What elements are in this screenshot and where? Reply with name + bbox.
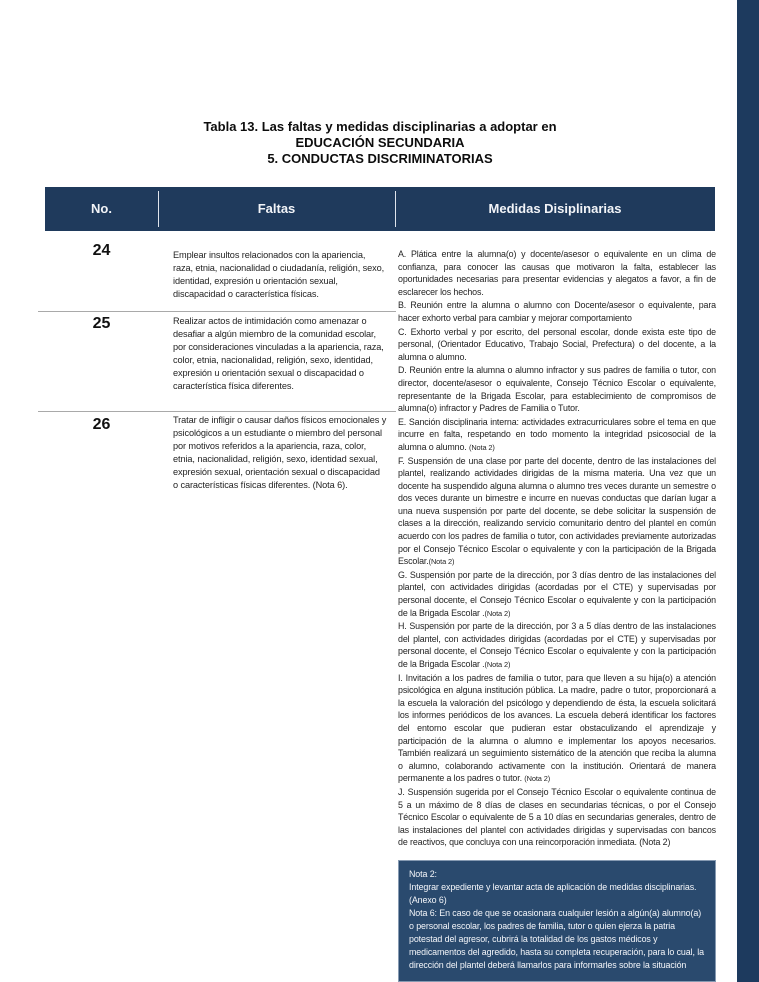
medida-item-e: E. Sanción disciplinaria interna: actividades extracurriculares sobre el tema en que incurre en falta, respetando en todo momento la integridad psicosocial de la alumna o alumno. (Nota 2) <box>398 416 716 452</box>
nota-ref: (Nota 2) <box>468 442 495 452</box>
row-number: 26 <box>92 416 111 433</box>
medida-item-d: D. Reunión entre la alumna o alumno infractor y sus padres de familia o tutor, con director, docente/asesor o equivalente, Consejo Técnico Escolar o equivalente, representante de la Brigada Escolar, para establecimiento de compromisos de alumna(o) infractor y Padres de Familia o Tutor. <box>398 365 716 414</box>
medida-item-i: I. Invitación a los padres de familia o tutor, para que lleven a su hija(o) a atención psicológica en alguna institución pública. La madre, padre o tutor, proporcionará a la escuela la valoración del psicólogo y dependiendo de ésta, la escuela solicitará los informes periódicos de los avances. La escuela deberá identificar los factores del entorno escolar que pudieran estar obstaculizando el aprendizaje y participación de la alumna o alumno e implementar los apoyos necesarios. También realizará un seguimiento sistemático de la atención que reciba la alumna o alumno, colaborando activamente con la institución. Orientará de manera permanente a los padres o tutor. (Nota 2) <box>398 672 716 784</box>
page-edge-band <box>737 0 759 982</box>
row-separator <box>38 411 396 412</box>
notes-box <box>398 860 716 982</box>
nota-ref: (Nota 2) <box>428 557 455 567</box>
falta-cell: Realizar actos de intimidación como amenazar o desafiar a algún miembro de la comunidad escolar, por consideraciones vinculadas a la apariencia, raza, color, etnia, nacionalidad, religión, sexo, identidad, expresión u orientación sexual o discapacidad o característica física diferentes. <box>173 316 384 391</box>
falta-cell: Tratar de infligir o causar daños físicos emocionales y psicológicos a un estudiante o miembro del personal por motivos referidos a la apariencia, raza, color, etnia, nacionalidad, religión, sexo, identidad sexual, expresión sexual, orientación sexual o discapacidad o características físicas diferentes. (Nota 6). <box>173 415 387 490</box>
medidas-column <box>398 248 716 982</box>
medida-item-h: H. Suspensión por parte de la dirección, por 3 a 5 días dentro de las instalaciones del plantel, con actividades dirigidas (acordadas por el CTE) y supervisadas por personal docente, el Consejo Técnico Escolar o equivalente y con la participación de la Brigada Escolar .(Nota 2) <box>398 621 716 669</box>
nota6-body: Nota 6: En caso de que se ocasionara cualquier lesión a algún(a) alumno(a) o personal escolar, los padres de familia, tutor o quien ejerza la patria potestad del agresor, cubrirá la totalidad de los gastos médicos y medicamentos del agredido, hasta su completa recuperación, para lo cual, la dirección del plantel deberá llamarlos para informarles sobre la situación <box>409 907 704 970</box>
nota2-anexo: (Anexo 6) <box>409 894 447 905</box>
column-header-no: No. <box>91 201 112 216</box>
medida-item-c: C. Exhorto verbal y por escrito, del personal escolar, donde exista este tipo de personal, (Orientador Educativo, Trabajo Social, Prefectura) o del docente, a la alumna o alumno. <box>398 326 716 362</box>
row-separator <box>38 311 396 312</box>
header-divider <box>158 191 159 227</box>
header-divider <box>395 191 396 227</box>
title-line-1: Tabla 13. Las faltas y medidas disciplinarias a adoptar en <box>203 119 557 134</box>
medida-item-a: A. Plática entre la alumna(o) y docente/asesor o equivalente en un clima de confianza, para conocer las causas que motivaron la falta, establecer las oportunidades necesarias para presentar evidencias y alegatos a favor, a fin de esclarecer los hechos. <box>398 249 716 297</box>
nota2-label: Nota 2: <box>409 868 437 879</box>
row-number: 24 <box>92 242 111 259</box>
title-line-2: EDUCACIÓN SECUNDARIA <box>295 135 465 150</box>
column-header-medidas: Medidas Disiplinarias <box>488 201 622 216</box>
table-header-bar <box>45 187 715 231</box>
falta-cell: Emplear insultos relacionados con la apariencia, raza, etnia, nacionalidad o ciudadanía, religión, sexo, identidad, expresión u orientación sexual, discapacidad o característica físicas. <box>173 250 385 299</box>
medida-item-g: G. Suspensión por parte de la dirección, por 3 días dentro de las instalaciones del plantel, con actividades dirigidas (acordadas por el CTE) y supervisadas por personal docente, el Consejo Técnico Escolar o equivalente y con la participación de la Brigada Escolar .(Nota 2) <box>398 569 716 618</box>
medida-item-j: J. Suspensión sugerida por el Consejo Técnico Escolar o equivalente continua de 5 a un máximo de 8 días de clases en secundarias técnicas, o por el Consejo Técnico Escolar o equivalente de 5 a 10 días en secundarias generales, dentro de las instalaciones del plantel con actividades dirigidas y supervisadas con bancos de reactivos, que concluya con una reincorporación inmediata. (Nota 2) <box>398 786 716 848</box>
nota2-body: Integrar expediente y levantar acta de aplicación de medidas disciplinarias. <box>409 881 697 892</box>
column-header-faltas: Faltas <box>257 201 296 216</box>
nota-ref: (Nota 2) <box>484 608 511 618</box>
nota-ref: (Nota 2) <box>524 774 551 784</box>
medida-item-f: F. Suspensión de una clase por parte del docente, dentro de las instalaciones del plantel, realizando actividades dirigidas de la misma materia. Una vez que un docente ha suspendido alguna alumna o alumno tres veces durante un semestre o dos veces durante un bimestre e incurre en nuevas conductas que darían lugar a una nueva suspensión por parte del docente, se debe solicitar la suspensión de clases a la dirección, realizando servicio comunitario dentro del plantel en común acuerdo con los padres de familia o tutor, con actividades previamente autorizadas por el Consejo Técnico Escolar o equivalente y con la participación de la Brigada Escolar.(Nota 2) <box>398 455 716 567</box>
title-line-3: 5. CONDUCTAS DISCRIMINATORIAS <box>267 151 493 166</box>
row-number: 25 <box>92 315 111 332</box>
medida-item-b: B. Reunión entre la alumna o alumno con Docente/asesor o equivalente, para hacer exhorto verbal para cambiar y mejorar comportamiento <box>398 300 716 323</box>
medidas-cell <box>398 248 716 850</box>
nota-ref: (Nota 2) <box>484 660 511 669</box>
table-title <box>45 119 715 167</box>
